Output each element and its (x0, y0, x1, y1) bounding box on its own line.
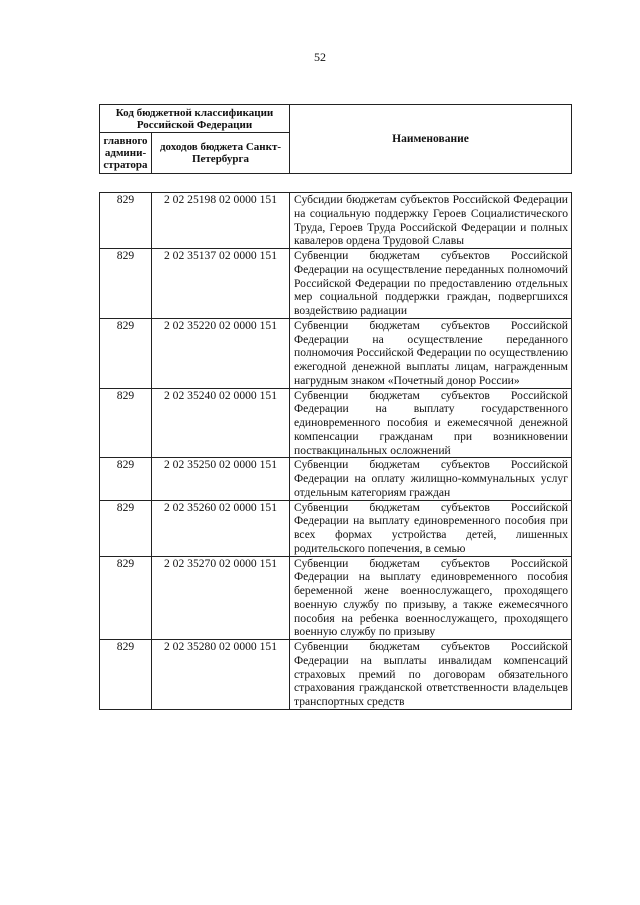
table-row (100, 556, 572, 640)
name-cell: Субвенции бюджетам субъектов Российской Федерации на выплаты инвалидам компенсаций страховых премий по договорам обязательного страхования гражданской ответственности владельцев транспортных средств (290, 640, 572, 710)
revenue-code-cell: 2 02 35280 02 0000 151 (152, 640, 290, 710)
admin-code-cell: 829 (100, 193, 152, 249)
admin-code-cell: 829 (100, 318, 152, 388)
header-name: Наименование (290, 105, 572, 174)
name-cell: Субвенции бюджетам субъектов Российской Федерации на осуществление переданного полномочия Российской Федерации по осуществлению ежегодной денежной выплаты лицам, награжденным нагрудным знаком «Почетный донор России» (290, 318, 572, 388)
header-revenue: доходов бюджета Санкт-Петербурга (152, 133, 290, 174)
revenue-code-cell: 2 02 25198 02 0000 151 (152, 193, 290, 249)
name-cell: Субвенции бюджетам субъектов Российской Федерации на осуществление переданных полномочий Российской Федерации по предоставлению отдельных мер социальной поддержки граждан, подвергшихся воздействию радиации (290, 249, 572, 319)
revenue-code-cell: 2 02 35137 02 0000 151 (152, 249, 290, 319)
admin-code-cell: 829 (100, 500, 152, 556)
admin-code-cell: 829 (100, 458, 152, 500)
page-number: 52 (314, 50, 326, 64)
table-header (99, 104, 572, 174)
admin-code-cell: 829 (100, 556, 152, 640)
header-admin: главного админи-стратора (100, 133, 152, 174)
revenue-code-cell: 2 02 35220 02 0000 151 (152, 318, 290, 388)
table-row (100, 193, 572, 249)
classification-table (99, 192, 572, 710)
revenue-code-cell: 2 02 35250 02 0000 151 (152, 458, 290, 500)
revenue-code-cell: 2 02 35260 02 0000 151 (152, 500, 290, 556)
name-cell: Субвенции бюджетам субъектов Российской Федерации на выплату государственного единовременного пособия и ежемесячной денежной компенсации гражданам при возникновении поствакцинальных осложнений (290, 388, 572, 458)
name-cell: Субвенции бюджетам субъектов Российской Федерации на выплату единовременного пособия беременной жене военнослужащего, проходящего военную службу по призыву, а также ежемесячного пособия на ребенка военнослужащего, проходящего военную службу по призыву (290, 556, 572, 640)
table-row (100, 318, 572, 388)
name-cell: Субсидии бюджетам субъектов Российской Федерации на социальную поддержку Героев Социалистического Труда, Героев Труда Российской Федерации и полных кавалеров ордена Трудовой Славы (290, 193, 572, 249)
table-row (100, 640, 572, 710)
header-group-title: Код бюджетной классификации Российской Федерации (100, 105, 290, 133)
admin-code-cell: 829 (100, 640, 152, 710)
table-row (100, 388, 572, 458)
table-row (100, 249, 572, 319)
table-row (100, 500, 572, 556)
revenue-code-cell: 2 02 35240 02 0000 151 (152, 388, 290, 458)
admin-code-cell: 829 (100, 388, 152, 458)
name-cell: Субвенции бюджетам субъектов Российской Федерации на выплату единовременного пособия при всех формах устройства детей, лишенных родительского попечения, в семью (290, 500, 572, 556)
name-cell: Субвенции бюджетам субъектов Российской Федерации на оплату жилищно-коммунальных услуг отдельным категориям граждан (290, 458, 572, 500)
table-row (100, 458, 572, 500)
admin-code-cell: 829 (100, 249, 152, 319)
revenue-code-cell: 2 02 35270 02 0000 151 (152, 556, 290, 640)
